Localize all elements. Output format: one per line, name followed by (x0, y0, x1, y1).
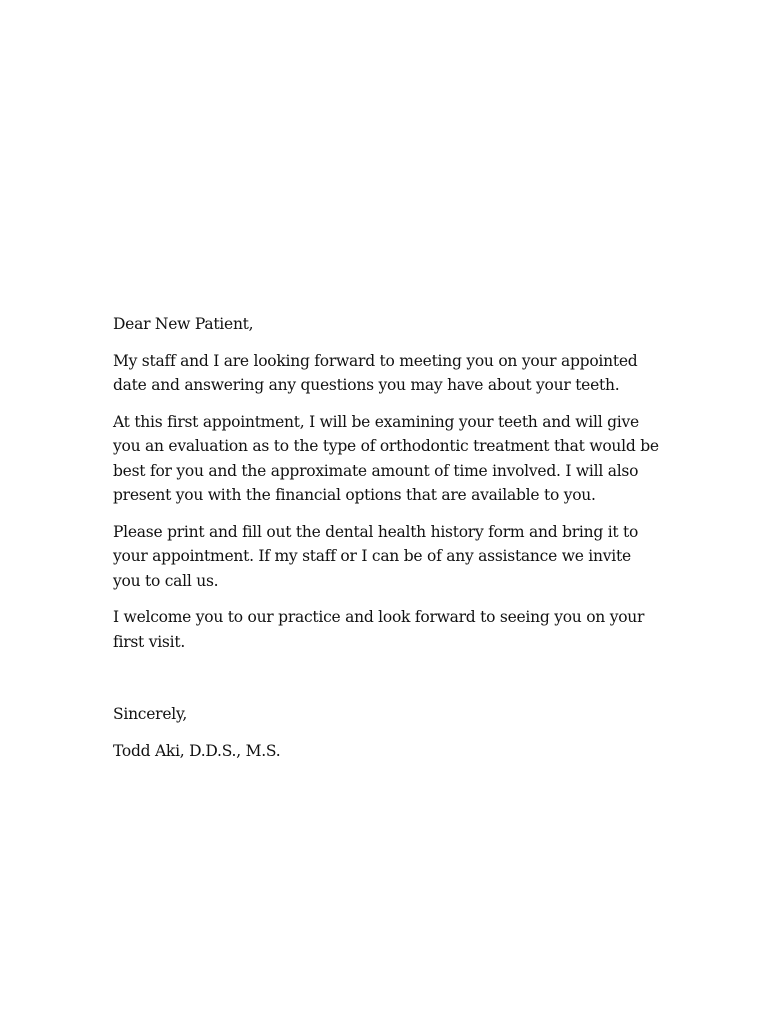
letter-paragraph-form: Please print and fill out the dental health history form and bring it to your appointment. If my staff or I can be of any assistance we invite you to call us. (113, 522, 639, 590)
letter-salutation: Dear New Patient, (113, 315, 254, 333)
letter-paragraph-intro: My staff and I are looking forward to meeting you on your appointed date and answering any questions you may have about your teeth. (113, 351, 638, 394)
letter-paragraph-welcome: I welcome you to our practice and look forward to seeing you on your first visit. (113, 608, 645, 651)
letter-paragraph-appointment: At this first appointment, I will be examining your teeth and will give you an evaluation as to the type of orthodontic treatment that would be best for you and the approximate amount of time involved. I will also present you with the financial options that are available to you. (113, 412, 659, 504)
letter-body (113, 312, 673, 775)
letter-closing: Sincerely, (113, 705, 188, 723)
letter-signature: Todd Aki, D.D.S., M.S. (113, 741, 281, 760)
